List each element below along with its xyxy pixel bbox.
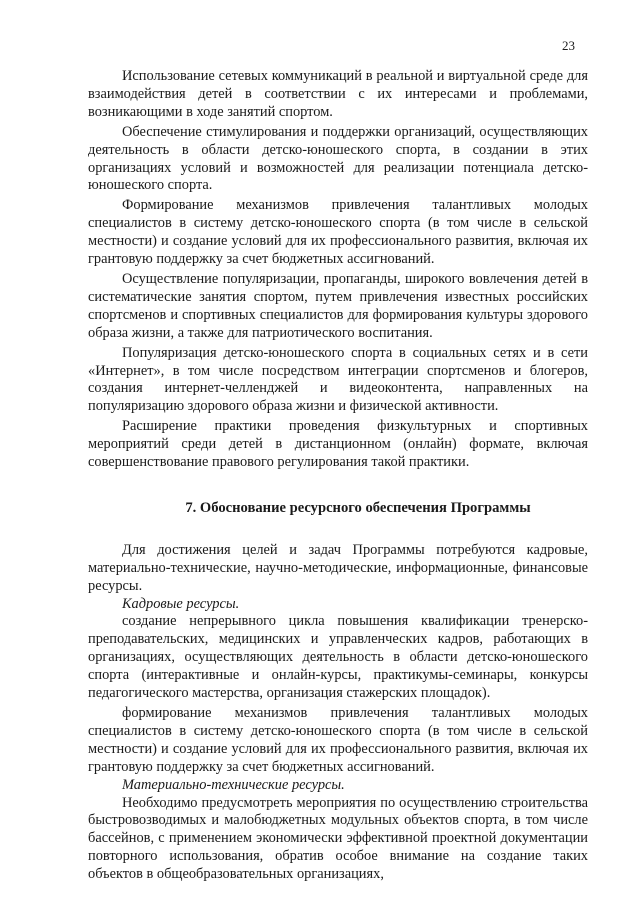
document-body (88, 68, 588, 884)
section-heading: 7. Обоснование ресурсного обеспечения Программы (185, 499, 531, 516)
list-item: формирование механизмов привлечения талантливых молодых специалистов в систему детско-юношеского спорта (в том числе в сельской местности) и создание условий для их профессионального развития, включая их грантовую поддержку за счет бюджетных ассигнований. (88, 705, 588, 775)
paragraph: Популяризация детско-юношеского спорта в социальных сетях и в сети «Интернет», в том числе посредством интеграции спортсменов и блогеров, создания интернет-челленджей и видеоконтента, направленных на популяризацию здорового образа жизни и физической активности. (88, 344, 588, 415)
subhead-personnel: Кадровые ресурсы. (122, 595, 240, 612)
paragraph: Расширение практики проведения физкультурных и спортивных мероприятий среди детей в дистанционном (онлайн) формате, включая совершенствование правового регулирования такой практики. (88, 418, 588, 471)
paragraph: Обеспечение стимулирования и поддержки организаций, осуществляющих деятельность в области детско-юношеского спорта, в создании в этих организациях условий и возможностей для реализации потенциала детско-юношеского спорта. (88, 123, 588, 194)
paragraph: Необходимо предусмотреть мероприятия по осуществлению строительства быстровозводимых и малобюджетных модульных объектов спорта, в том числе бассейнов, с применением экономически эффективной проектной документации повторного использования, обратив особое внимание на создание таких объектов в общеобразовательных организациях, (88, 794, 588, 883)
list-item: создание непрерывного цикла повышения квалификации тренерско-преподавательских, медицинских и управленческих кадров, работающих в организациях, осуществляющих деятельность в области детско-юношеского спорта (интерактивные и онлайн-курсы, практикумы-семинары, конкурсы педагогического мастерства, организация стажерских площадок). (88, 613, 588, 702)
paragraph: Осуществление популяризации, пропаганды, широкого вовлечения детей в систематические занятия спортом, путем привлечения известных российских спортсменов и спортивных специалистов для формирования культуры здорового образа жизни, а также для патриотического воспитания. (88, 270, 588, 341)
paragraph: Для достижения целей и задач Программы потребуются кадровые, материально-технические, научно-методические, информационные, финансовые ресурсы. (88, 541, 588, 594)
paragraph: Формирование механизмов привлечения талантливых молодых специалистов в систему детско-юношеского спорта (в том числе в сельской местности) и создание условий для их профессионального развития, включая их грантовую поддержку за счет бюджетных ассигнований. (88, 197, 588, 268)
subhead-material: Материально-технические ресурсы. (122, 776, 345, 793)
paragraph: Использование сетевых коммуникаций в реальной и виртуальной среде для взаимодействия детей в соответствии с их интересами и проблемами, возникающими в ходе занятий спортом. (88, 68, 588, 120)
page-number: 23 (562, 38, 575, 53)
